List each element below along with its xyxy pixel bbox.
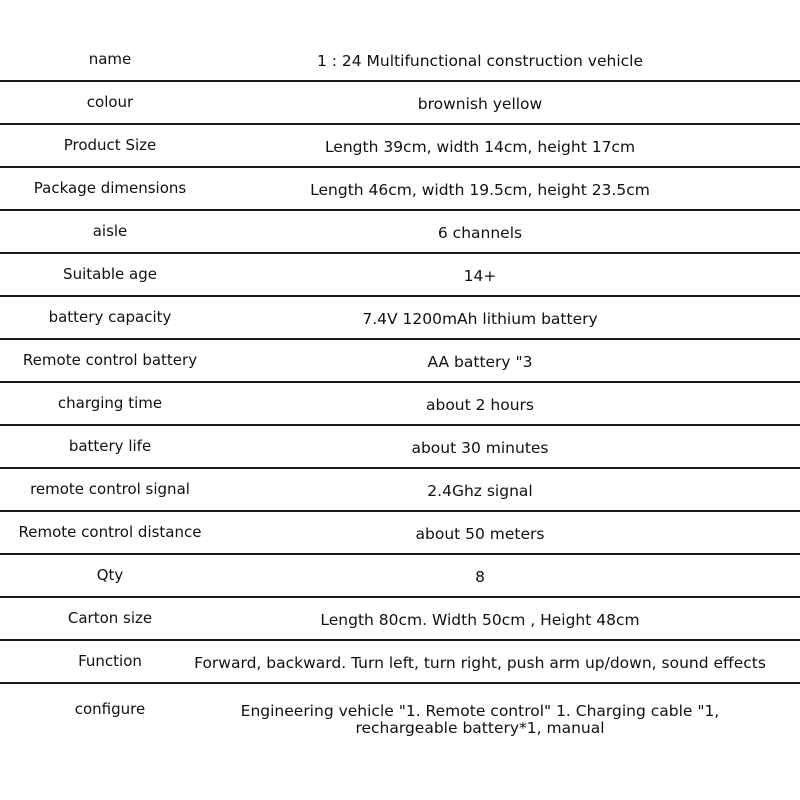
spec-value <box>160 703 800 737</box>
spec-row-suitable-age <box>0 254 800 297</box>
spec-row-qty <box>0 555 800 598</box>
spec-label: name <box>88 50 132 68</box>
spec-label: aisle <box>92 222 128 240</box>
spec-value: Length 39cm, width 14cm, height 17cm <box>324 138 636 156</box>
spec-label: Function <box>78 652 142 670</box>
spec-row-remote-control-battery <box>0 340 800 383</box>
spec-label: Remote control distance <box>18 523 202 541</box>
spec-label: Product Size <box>63 136 157 154</box>
spec-value: brownish yellow <box>417 95 543 113</box>
spec-label: battery life <box>68 437 152 455</box>
spec-row-product-size <box>0 125 800 168</box>
spec-value: 6 channels <box>437 224 523 242</box>
spec-row-configure <box>0 684 800 754</box>
spec-row-carton-size <box>0 598 800 641</box>
spec-value: 8 <box>475 568 485 586</box>
spec-label: remote control signal <box>30 480 190 498</box>
spec-row-aisle <box>0 211 800 254</box>
spec-label: colour <box>86 93 134 111</box>
spec-row-battery-capacity <box>0 297 800 340</box>
spec-row-name <box>0 39 800 82</box>
spec-value: about 50 meters <box>415 525 545 543</box>
spec-value: Length 80cm. Width 50cm , Height 48cm <box>320 611 640 629</box>
spec-value-line: Engineering vehicle "1. Remote control" 1. Charging cable "1, <box>240 702 720 720</box>
spec-row-remote-control-signal <box>0 469 800 512</box>
spec-row-package-dimensions <box>0 168 800 211</box>
spec-row-charging-time <box>0 383 800 426</box>
spec-label: charging time <box>57 394 163 412</box>
spec-row-colour <box>0 82 800 125</box>
spec-value: AA battery "3 <box>427 353 533 371</box>
spec-value: about 30 minutes <box>411 439 549 457</box>
spec-value: Length 46cm, width 19.5cm, height 23.5cm <box>310 181 650 199</box>
spec-label: Package dimensions <box>33 179 187 197</box>
spec-label: Carton size <box>67 609 153 627</box>
spec-table <box>0 39 800 754</box>
spec-label: configure <box>74 700 146 718</box>
spec-value: 2.4Ghz signal <box>427 482 533 500</box>
spec-label: Suitable age <box>63 265 157 283</box>
spec-row-remote-control-distance <box>0 512 800 555</box>
spec-label: Qty <box>96 566 124 584</box>
spec-value: 1 : 24 Multifunctional construction vehicle <box>316 52 644 70</box>
spec-value: 14+ <box>463 267 497 285</box>
spec-value-line: rechargeable battery*1, manual <box>355 719 605 737</box>
spec-label: battery capacity <box>48 308 172 326</box>
spec-value: 7.4V 1200mAh lithium battery <box>362 310 598 328</box>
spec-row-function <box>0 641 800 684</box>
spec-value: about 2 hours <box>425 396 534 414</box>
spec-row-battery-life <box>0 426 800 469</box>
spec-label: Remote control battery <box>22 351 198 369</box>
spec-value: Forward, backward. Turn left, turn right, push arm up/down, sound effects <box>194 654 766 672</box>
